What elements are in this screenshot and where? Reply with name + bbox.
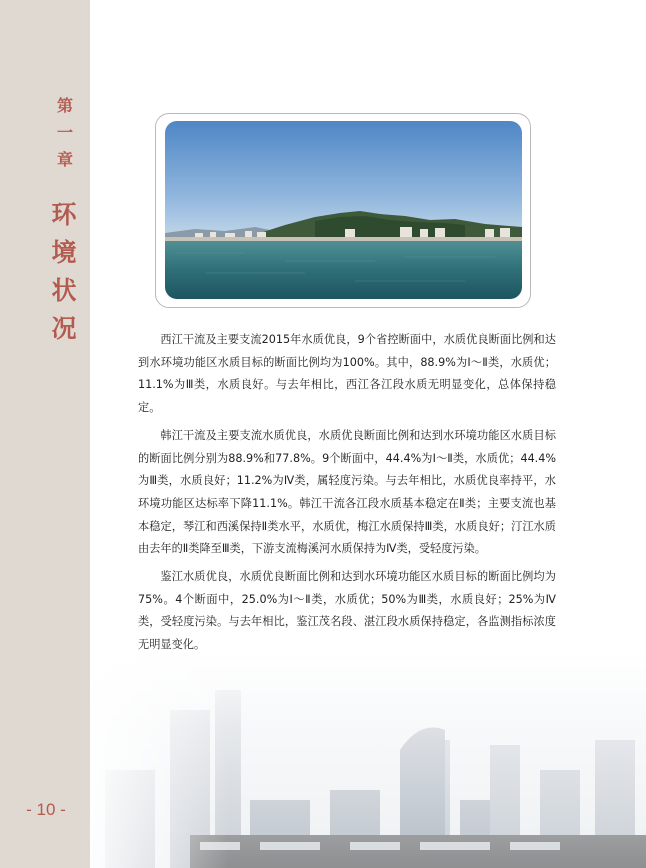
chapter-title-char: 环: [51, 200, 77, 229]
river-landscape-photo: [165, 121, 522, 299]
paragraph-xijiang: 西江干流及主要支流2015年水质优良，9个省控断面中，水质优良断面比例和达到水环境功能区水质目标的断面比例均为100%。其中，88.9%为Ⅰ～Ⅱ类，水质优；11.1%为Ⅲ类，水质良好。与去年相比，西江各江段水质无明显变化，总体保持稳定。: [138, 333, 556, 415]
chapter-title: [46, 196, 82, 348]
body-text: [138, 329, 556, 662]
chapter-title-char: 境: [51, 238, 77, 267]
page-number: - 10 -: [26, 800, 66, 819]
chapter-title-char: 状: [51, 276, 77, 305]
paragraph-hanjiang: 韩江干流及主要支流水质优良，水质优良断面比例和达到水环境功能区水质目标的断面比例分别为88.9%和77.8%。9个断面中，44.4%为Ⅰ～Ⅱ类，水质优；44.4%为Ⅲ类，水质良好；11.2%为Ⅳ类，属轻度污染。与去年相比，水质优良率持平，水环境功能区达标率下降11.1%。韩江干流各江段水质基本稳定在Ⅱ类；主要支流也基本稳定，琴江和西溪保持Ⅱ类水平，水质优，梅江水质保持Ⅲ类，水质良好；汀江水质由去年的Ⅱ类降至Ⅲ类，下游支流梅溪河水质保持为Ⅳ类，受轻度污染。: [138, 428, 556, 556]
cityscape-background: [90, 650, 646, 868]
chapter-label-char: 章: [56, 150, 73, 169]
paragraph-jianjiang: 鉴江水质优良，水质优良断面比例和达到水环境功能区水质目标的断面比例均为75%。4个断面中，25.0%为Ⅰ～Ⅱ类，水质优；50%为Ⅲ类，水质良好；25%为Ⅳ类，受轻度污染。与去年相比，鉴江茂名段、湛江段水质保持稳定，各监测指标浓度无明显变化。: [138, 570, 556, 652]
chapter-label-char: 第: [56, 96, 73, 115]
chapter-label: [50, 92, 80, 173]
photo-frame: [155, 113, 531, 308]
chapter-label-char: 一: [56, 123, 73, 142]
chapter-title-char: 况: [51, 314, 77, 343]
